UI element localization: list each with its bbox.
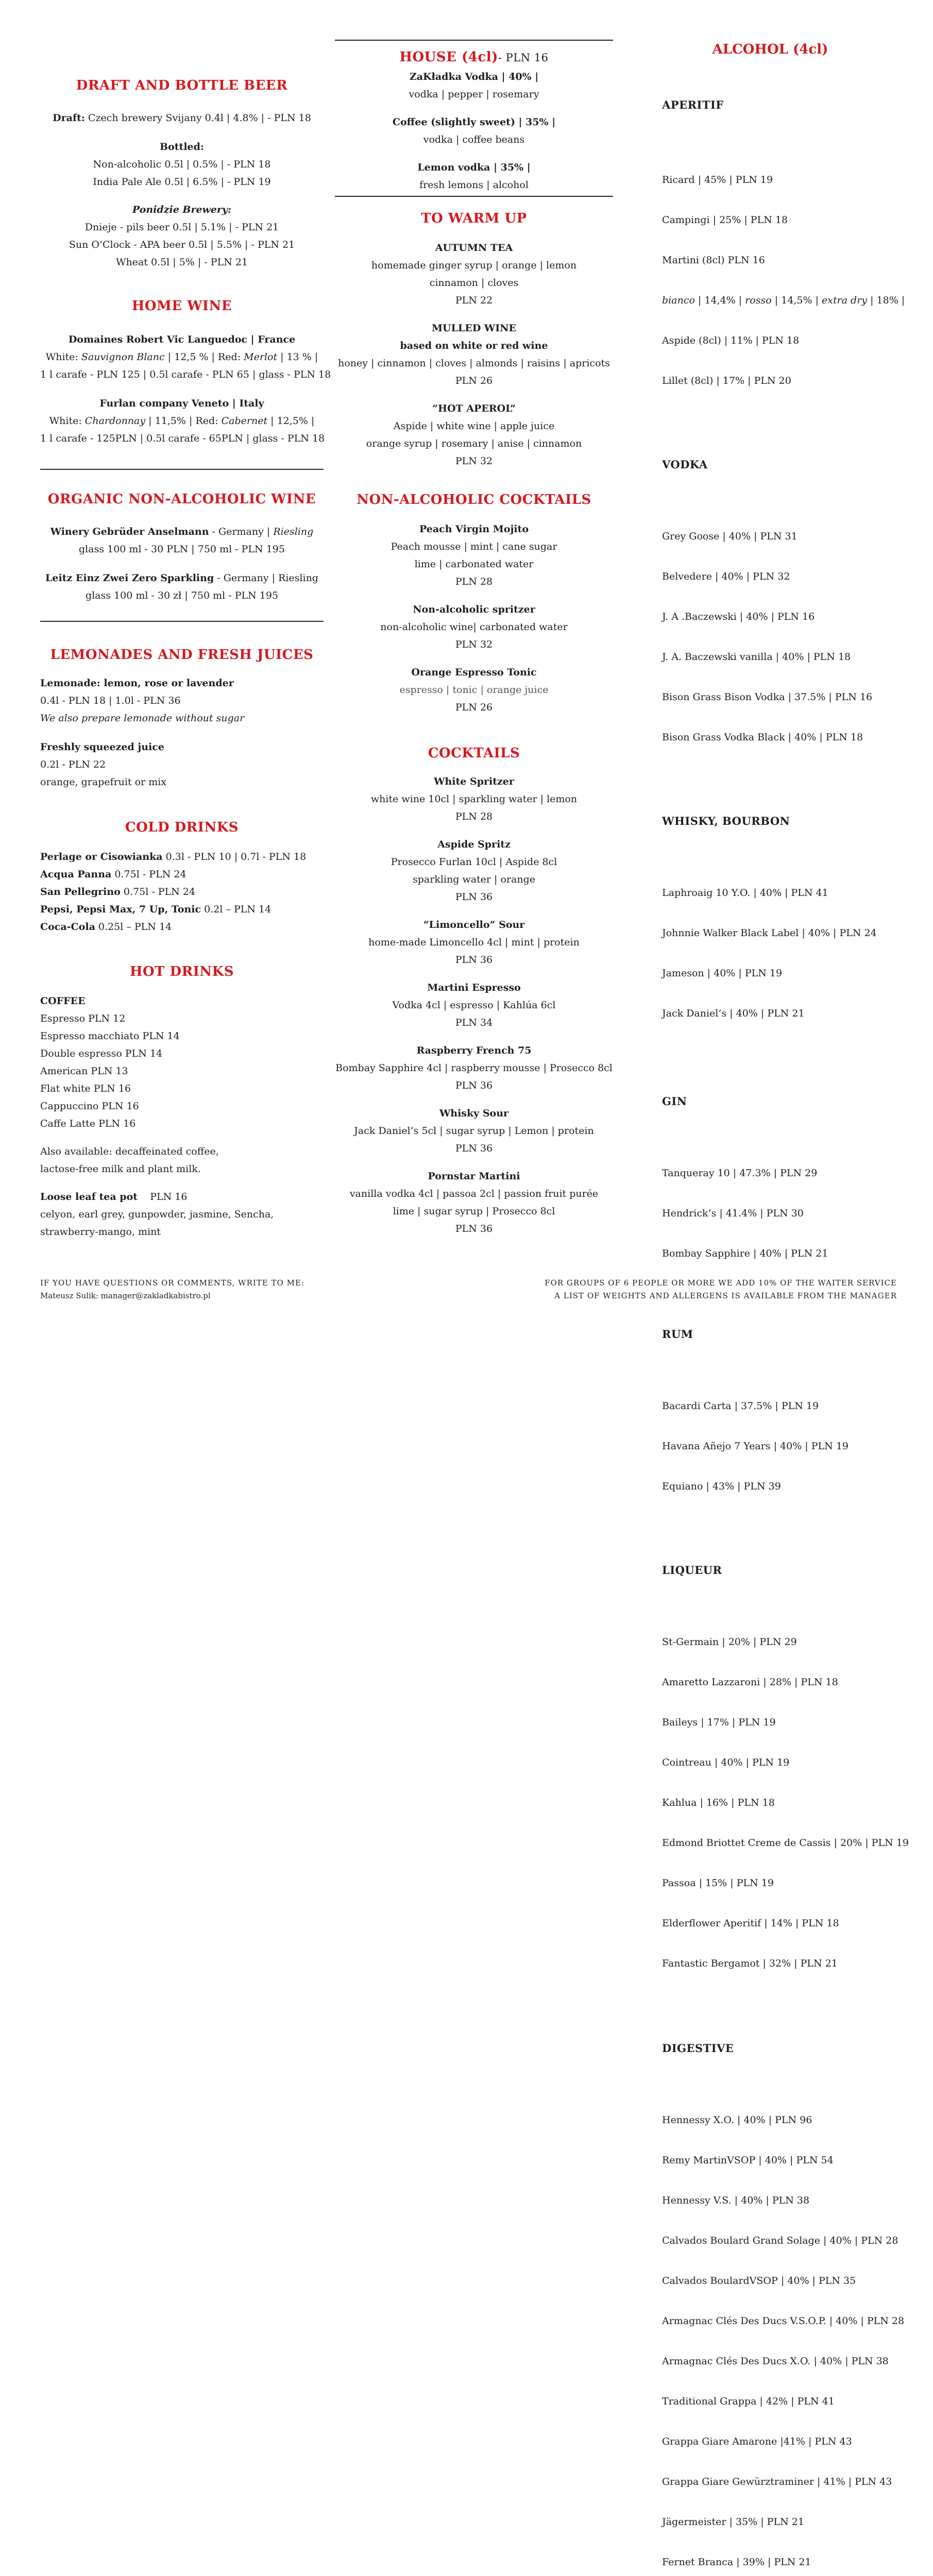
tea-varieties: celyon, earl grey, gunpowder, jasmine, Sencha, [40, 1209, 274, 1220]
warm-item-desc: honey | cinnamon | cloves | almonds | raisins | apricots [338, 358, 610, 369]
footer-contact-email: Mateusz Sulik: manager@zakladkabistro.pl [40, 1291, 211, 1300]
footer-contact-heading: IF YOU HAVE QUESTIONS OR COMMENTS, WRITE TO ME: [40, 1278, 304, 1287]
tea-line: Loose leaf tea pot PLN 16 [40, 1191, 188, 1202]
non-alcoholic-cocktails-section [335, 492, 613, 716]
coffee-item: Espresso macchiato PLN 14 [40, 1030, 180, 1042]
alcohol-item: Bombay Sapphire | 40% | PLN 21 [662, 1248, 828, 1259]
nonalc-item-price: PLN 28 [455, 576, 493, 587]
section-title-cold: COLD DRINKS [125, 820, 239, 835]
alcohol-item: Armagnac Clés Des Ducs X.O. | 40% | PLN 38 [662, 2355, 889, 2367]
alcohol-item: Havana Añejo 7 Years | 40% | PLN 19 [662, 1440, 849, 1452]
alcohol-item: Johnnie Walker Black Label | 40% | PLN 24 [662, 927, 877, 939]
organic-wine: Winery Gebrüder Anselmann - Germany | Riesling [50, 526, 314, 537]
wine-price: 1 l carafe - PLN 125 | 0.5l carafe - PLN 65 | glass - PLN 18 [40, 369, 331, 380]
category-whisky: WHISKY, BOURBON [662, 815, 790, 827]
wine-detail: White: Chardonnay | 11,5% | Red: Cabernet | 12,5% | [49, 415, 315, 427]
hot-drinks-section [40, 963, 324, 1241]
cocktails-section [335, 745, 613, 1238]
organic-wine-section [40, 491, 324, 604]
house-item-name: Coffee (slightly sweet) | 35% | [392, 116, 556, 128]
cocktail-desc: Vodka 4cl | espresso | Kahlúa 6cl [392, 999, 556, 1011]
house-item-desc: vodka | coffee beans [423, 134, 525, 145]
organic-wine: Leitz Einz Zwei Zero Sparkling - Germany | Riesling [45, 572, 318, 584]
alcohol-item: Remy MartinVSOP | 40% | PLN 54 [662, 2155, 834, 2166]
nonalc-item-desc: lime | carbonated water [414, 558, 534, 570]
cocktail-price: PLN 36 [455, 1080, 493, 1091]
alcohol-item: Edmond Briottet Creme de Cassis | 20% | PLN 19 [662, 1837, 909, 1849]
also-available: Also available: decaffeinated coffee, [40, 1146, 219, 1157]
alcohol-item: Traditional Grappa | 42% | PLN 41 [662, 2396, 835, 2407]
cold-drink-item: Coca-Cola 0.25l – PLN 14 [40, 921, 172, 933]
alcohol-item: Ricard | 45% | PLN 19 [662, 174, 773, 185]
section-title-non-alcoholic: NON-ALCOHOLIC COCKTAILS [357, 492, 591, 507]
alcohol-item: Passoa | 15% | PLN 19 [662, 1877, 774, 1889]
alcohol-item: Fernet Branca | 39% | PLN 21 [662, 2556, 811, 2568]
nonalc-item-name: Orange Espresso Tonic [411, 667, 537, 678]
bottled-item: India Pale Ale 0.5l | 6.5% | - PLN 19 [93, 176, 271, 188]
bottled-label: Bottled: [160, 141, 204, 152]
alcohol-item: Cointreau | 40% | PLN 19 [662, 1757, 790, 1768]
alcohol-item: Laphroaig 10 Y.O. | 40% | PLN 41 [662, 887, 828, 899]
warm-item-sub: based on white or red wine [400, 340, 548, 351]
cocktail-desc: vanilla vodka 4cl | passoa 2cl | passion fruit purée [349, 1188, 599, 1199]
cocktail-name: Whisky Sour [439, 1108, 509, 1119]
section-title-beer: DRAFT AND BOTTLE BEER [76, 78, 288, 93]
coffee-item: Caffe Latte PLN 16 [40, 1118, 136, 1129]
alcohol-item: Amaretto Lazzaroni | 28% | PLN 18 [662, 1676, 838, 1688]
draft-line: Draft: Czech brewery Svijany 0.4l | 4.8% | - PLN 18 [53, 112, 311, 124]
cocktail-desc: white wine 10cl | sparkling water | lemon [370, 793, 578, 805]
cold-drink-item: Pepsi, Pepsi Max, 7 Up, Tonic 0.2l – PLN 14 [40, 904, 272, 915]
nonalc-item-price: PLN 26 [455, 702, 493, 713]
category-vodka: VODKA [662, 458, 708, 471]
cocktail-price: PLN 28 [455, 811, 493, 822]
cocktail-name: Pornstar Martini [428, 1171, 520, 1182]
coffee-item: American PLN 13 [40, 1065, 128, 1077]
category-gin: GIN [662, 1095, 687, 1108]
alcohol-list [662, 74, 920, 2576]
cocktail-name: White Spritzer [434, 776, 514, 787]
coffee-item: Flat white PLN 16 [40, 1083, 131, 1094]
cocktail-desc: Bombay Sapphire 4cl | raspberry mousse | Prosecco 8cl [335, 1062, 613, 1074]
cold-drink-item: Perlage or Cisowianka 0.3l - PLN 10 | 0.7l - PLN 18 [40, 851, 307, 862]
cocktail-price: PLN 34 [455, 1017, 493, 1028]
divider [40, 469, 324, 470]
wine-name: Domaines Robert Vic Languedoc | France [68, 334, 296, 345]
warm-item-price: PLN 32 [455, 455, 493, 467]
juice-name: Freshly squeezed juice [40, 741, 164, 753]
lemonade-name: Lemonade: lemon, rose or lavender [40, 677, 234, 689]
cocktail-name: Raspberry French 75 [416, 1045, 532, 1056]
organic-wine-price: glass 100 ml - 30 PLN | 750 ml - PLN 195 [79, 544, 285, 555]
tea-varieties: strawberry-mango, mint [40, 1226, 161, 1238]
cocktail-price: PLN 36 [455, 1143, 493, 1154]
cocktail-price: PLN 36 [455, 1223, 493, 1234]
alcohol-item: St-Germain | 20% | PLN 29 [662, 1636, 797, 1648]
juice-options: orange, grapefruit or mix [40, 776, 167, 788]
house-item-desc: vodka | pepper | rosemary [409, 89, 539, 100]
cocktail-desc: sparkling water | orange [413, 874, 535, 885]
brewery-item: Dnieje - pils beer 0.5l | 5.1% | - PLN 21 [84, 222, 279, 233]
warm-item-desc: cinnamon | cloves [429, 277, 519, 289]
warm-item-price: PLN 22 [455, 295, 493, 306]
section-title-cocktails: COCKTAILS [428, 745, 520, 761]
cocktail-name: “Limoncello” Sour [423, 919, 525, 930]
nonalc-item-desc: espresso | tonic | orange juice [399, 684, 549, 696]
alcohol-item: Grey Goose | 40% | PLN 31 [662, 531, 798, 542]
category-liqueur: LIQUEUR [662, 1564, 722, 1577]
also-available: lactose-free milk and plant milk. [40, 1163, 201, 1175]
alcohol-item: Armagnac Clés Des Ducs V.S.O.P. | 40% | PLN 28 [662, 2315, 905, 2327]
wine-name: Furlan company Veneto | Italy [99, 398, 264, 409]
divider [335, 196, 613, 197]
coffee-item: Espresso PLN 12 [40, 1013, 126, 1024]
nonalc-item-name: Peach Virgin Mojito [419, 523, 529, 535]
alcohol-item: Hennessy X.O. | 40% | PLN 96 [662, 2114, 812, 2126]
section-title-warm-up: TO WARM UP [421, 211, 527, 226]
category-rum: RUM [662, 1328, 693, 1341]
alcohol-item: Calvados BoulardVSOP | 40% | PLN 35 [662, 2275, 856, 2286]
brewery-item: Sun O’Clock - APA beer 0.5l | 5.5% | - PLN 21 [69, 239, 295, 250]
warm-item-desc: Aspide | white wine | apple juice [393, 420, 555, 432]
cold-drinks-section [40, 819, 324, 936]
alcohol-item: Equiano | 43% | PLN 39 [662, 1481, 781, 1492]
brewery-item: Wheat 0.5l | 5% | - PLN 21 [115, 257, 248, 268]
alcohol-item: J. A .Baczewski | 40% | PLN 16 [662, 611, 815, 622]
brewery-label: Ponidzie Brewery: [132, 204, 232, 215]
lemonade-note: We also prepare lemonade without sugar [40, 713, 245, 724]
alcohol-item: bianco | 14,4% | rosso | 14,5% | extra dry | 18% | [662, 295, 905, 306]
coffee-item: Cappuccino PLN 16 [40, 1100, 139, 1112]
cocktail-name: Martini Espresso [427, 982, 521, 993]
alcohol-item: Hennessy V.S. | 40% | PLN 38 [662, 2195, 810, 2206]
cocktail-price: PLN 36 [455, 954, 493, 965]
juice-price: 0.2l - PLN 22 [40, 759, 106, 770]
cocktail-desc: Jack Daniel’s 5cl | sugar syrup | Lemon | protein [354, 1125, 594, 1137]
wine-detail: White: Sauvignon Blanc | 12,5 % | Red: Merlot | 13 % | [45, 351, 318, 363]
warm-item-name: AUTUMN TEA [435, 242, 513, 253]
section-title-home-wine: HOME WINE [131, 298, 232, 314]
nonalc-item-name: Non-alcoholic spritzer [413, 604, 535, 615]
alcohol-item: Lillet (8cl) | 17% | PLN 20 [662, 375, 791, 386]
category-aperitif: APERITIF [662, 98, 724, 111]
cold-drink-item: San Pellegrino 0.75l - PLN 24 [40, 886, 196, 897]
section-title-lemonades: LEMONADES AND FRESH JUICES [50, 647, 314, 663]
house-item-name: ZaKładka Vodka | 40% | [409, 71, 539, 82]
coffee-label: COFFEE [40, 995, 86, 1007]
warm-item-desc: orange syrup | rosemary | anise | cinnamon [366, 438, 582, 449]
lemonades-section [40, 647, 324, 791]
nonalc-item-desc: Peach mousse | mint | cane sugar [391, 541, 557, 552]
section-title-house: HOUSE (4cl)- PLN 16 [399, 49, 549, 65]
house-section [335, 49, 613, 194]
organic-wine-price: glass 100 ml - 30 zł | 750 ml - PLN 195 [85, 590, 279, 601]
warm-item-name: “HOT APEROL” [432, 403, 516, 414]
alcohol-item: Baileys | 17% | PLN 19 [662, 1717, 776, 1728]
section-title-organic: ORGANIC NON-ALCOHOLIC WINE [47, 492, 316, 507]
alcohol-item: Elderflower Aperitif | 14% | PLN 18 [662, 1918, 839, 1929]
warm-up-section [335, 210, 613, 470]
alcohol-item: Grappa Giare Gewürztraminer | 41% | PLN 43 [662, 2476, 892, 2487]
warm-item-name: MULLED WINE [432, 323, 516, 334]
divider [40, 621, 324, 622]
home-wine-section [40, 298, 331, 447]
alcohol-item: Kahlua | 16% | PLN 18 [662, 1797, 775, 1808]
alcohol-item: Bacardi Carta | 37.5% | PLN 19 [662, 1400, 819, 1412]
footer-allergen-note: A LIST OF WEIGHTS AND ALLERGENS IS AVAILABLE FROM THE MANAGER [554, 1291, 897, 1300]
alcohol-item: Calvados Boulard Grand Solage | 40% | PLN 28 [662, 2235, 898, 2246]
alcohol-item: Grappa Giare Amarone |41% | PLN 43 [662, 2436, 852, 2447]
footer-contact [40, 1277, 304, 1302]
cold-drink-item: Acqua Panna 0.75l - PLN 24 [40, 869, 186, 880]
cocktail-desc: home-made Limoncello 4cl | mint | protein [368, 937, 580, 948]
alcohol-item: Hendrick’s | 41.4% | PLN 30 [662, 1208, 804, 1219]
alcohol-item: Bison Grass Bison Vodka | 37.5% | PLN 16 [662, 691, 873, 703]
category-digestive: DIGESTIVE [662, 2042, 734, 2055]
cocktail-price: PLN 36 [455, 891, 493, 903]
house-item-desc: fresh lemons | alcohol [419, 179, 529, 191]
nonalc-item-price: PLN 32 [455, 639, 493, 650]
house-item-name: Lemon vodka | 35% | [417, 162, 531, 173]
footer-service-note: FOR GROUPS OF 6 PEOPLE OR MORE WE ADD 10% OF THE WAITER SERVICE [545, 1278, 897, 1287]
bottled-item: Non-alcoholic 0.5l | 0.5% | - PLN 18 [93, 159, 271, 170]
cocktail-name: Aspide Spritz [437, 839, 511, 850]
alcohol-item: Bison Grass Vodka Black | 40% | PLN 18 [662, 732, 863, 743]
footer-notes [545, 1277, 897, 1302]
lemonade-price: 0.4l - PLN 18 | 1.0l - PLN 36 [40, 695, 181, 706]
wine-price: 1 l carafe - 125PLN | 0.5l carafe - 65PLN | glass - PLN 18 [40, 433, 325, 444]
alcohol-item: Belvedere | 40% | PLN 32 [662, 571, 790, 582]
alcohol-item: J. A. Baczewski vanilla | 40% | PLN 18 [662, 651, 851, 663]
alcohol-item: Jameson | 40% | PLN 19 [662, 968, 783, 979]
nonalc-item-desc: non-alcoholic wine| carbonated water [380, 621, 568, 633]
beer-section [40, 77, 324, 271]
section-title-hot: HOT DRINKS [129, 964, 234, 979]
alcohol-item: Aspide (8cl) | 11% | PLN 18 [662, 335, 800, 346]
coffee-item: Double espresso PLN 14 [40, 1048, 163, 1059]
alcohol-item: Jägermeister | 35% | PLN 21 [662, 2516, 804, 2528]
divider [335, 40, 613, 41]
alcohol-item: Campingi | 25% | PLN 18 [662, 214, 788, 226]
alcohol-item: Martini (8cl) PLN 16 [662, 255, 765, 266]
cocktail-desc: lime | sugar syrup | Prosecco 8cl [393, 1206, 555, 1217]
warm-item-price: PLN 26 [455, 375, 493, 386]
warm-item-desc: homemade ginger syrup | orange | lemon [371, 260, 577, 271]
alcohol-item: Tanqueray 10 | 47.3% | PLN 29 [662, 1167, 818, 1179]
alcohol-item: Jack Daniel’s | 40% | PLN 21 [662, 1008, 805, 1019]
alcohol-item: Fantastic Bergamot | 32% | PLN 21 [662, 1958, 838, 1969]
cocktail-desc: Prosecco Furlan 10cl | Aspide 8cl [391, 856, 557, 868]
section-title-alcohol: ALCOHOL (4cl) [712, 42, 828, 57]
